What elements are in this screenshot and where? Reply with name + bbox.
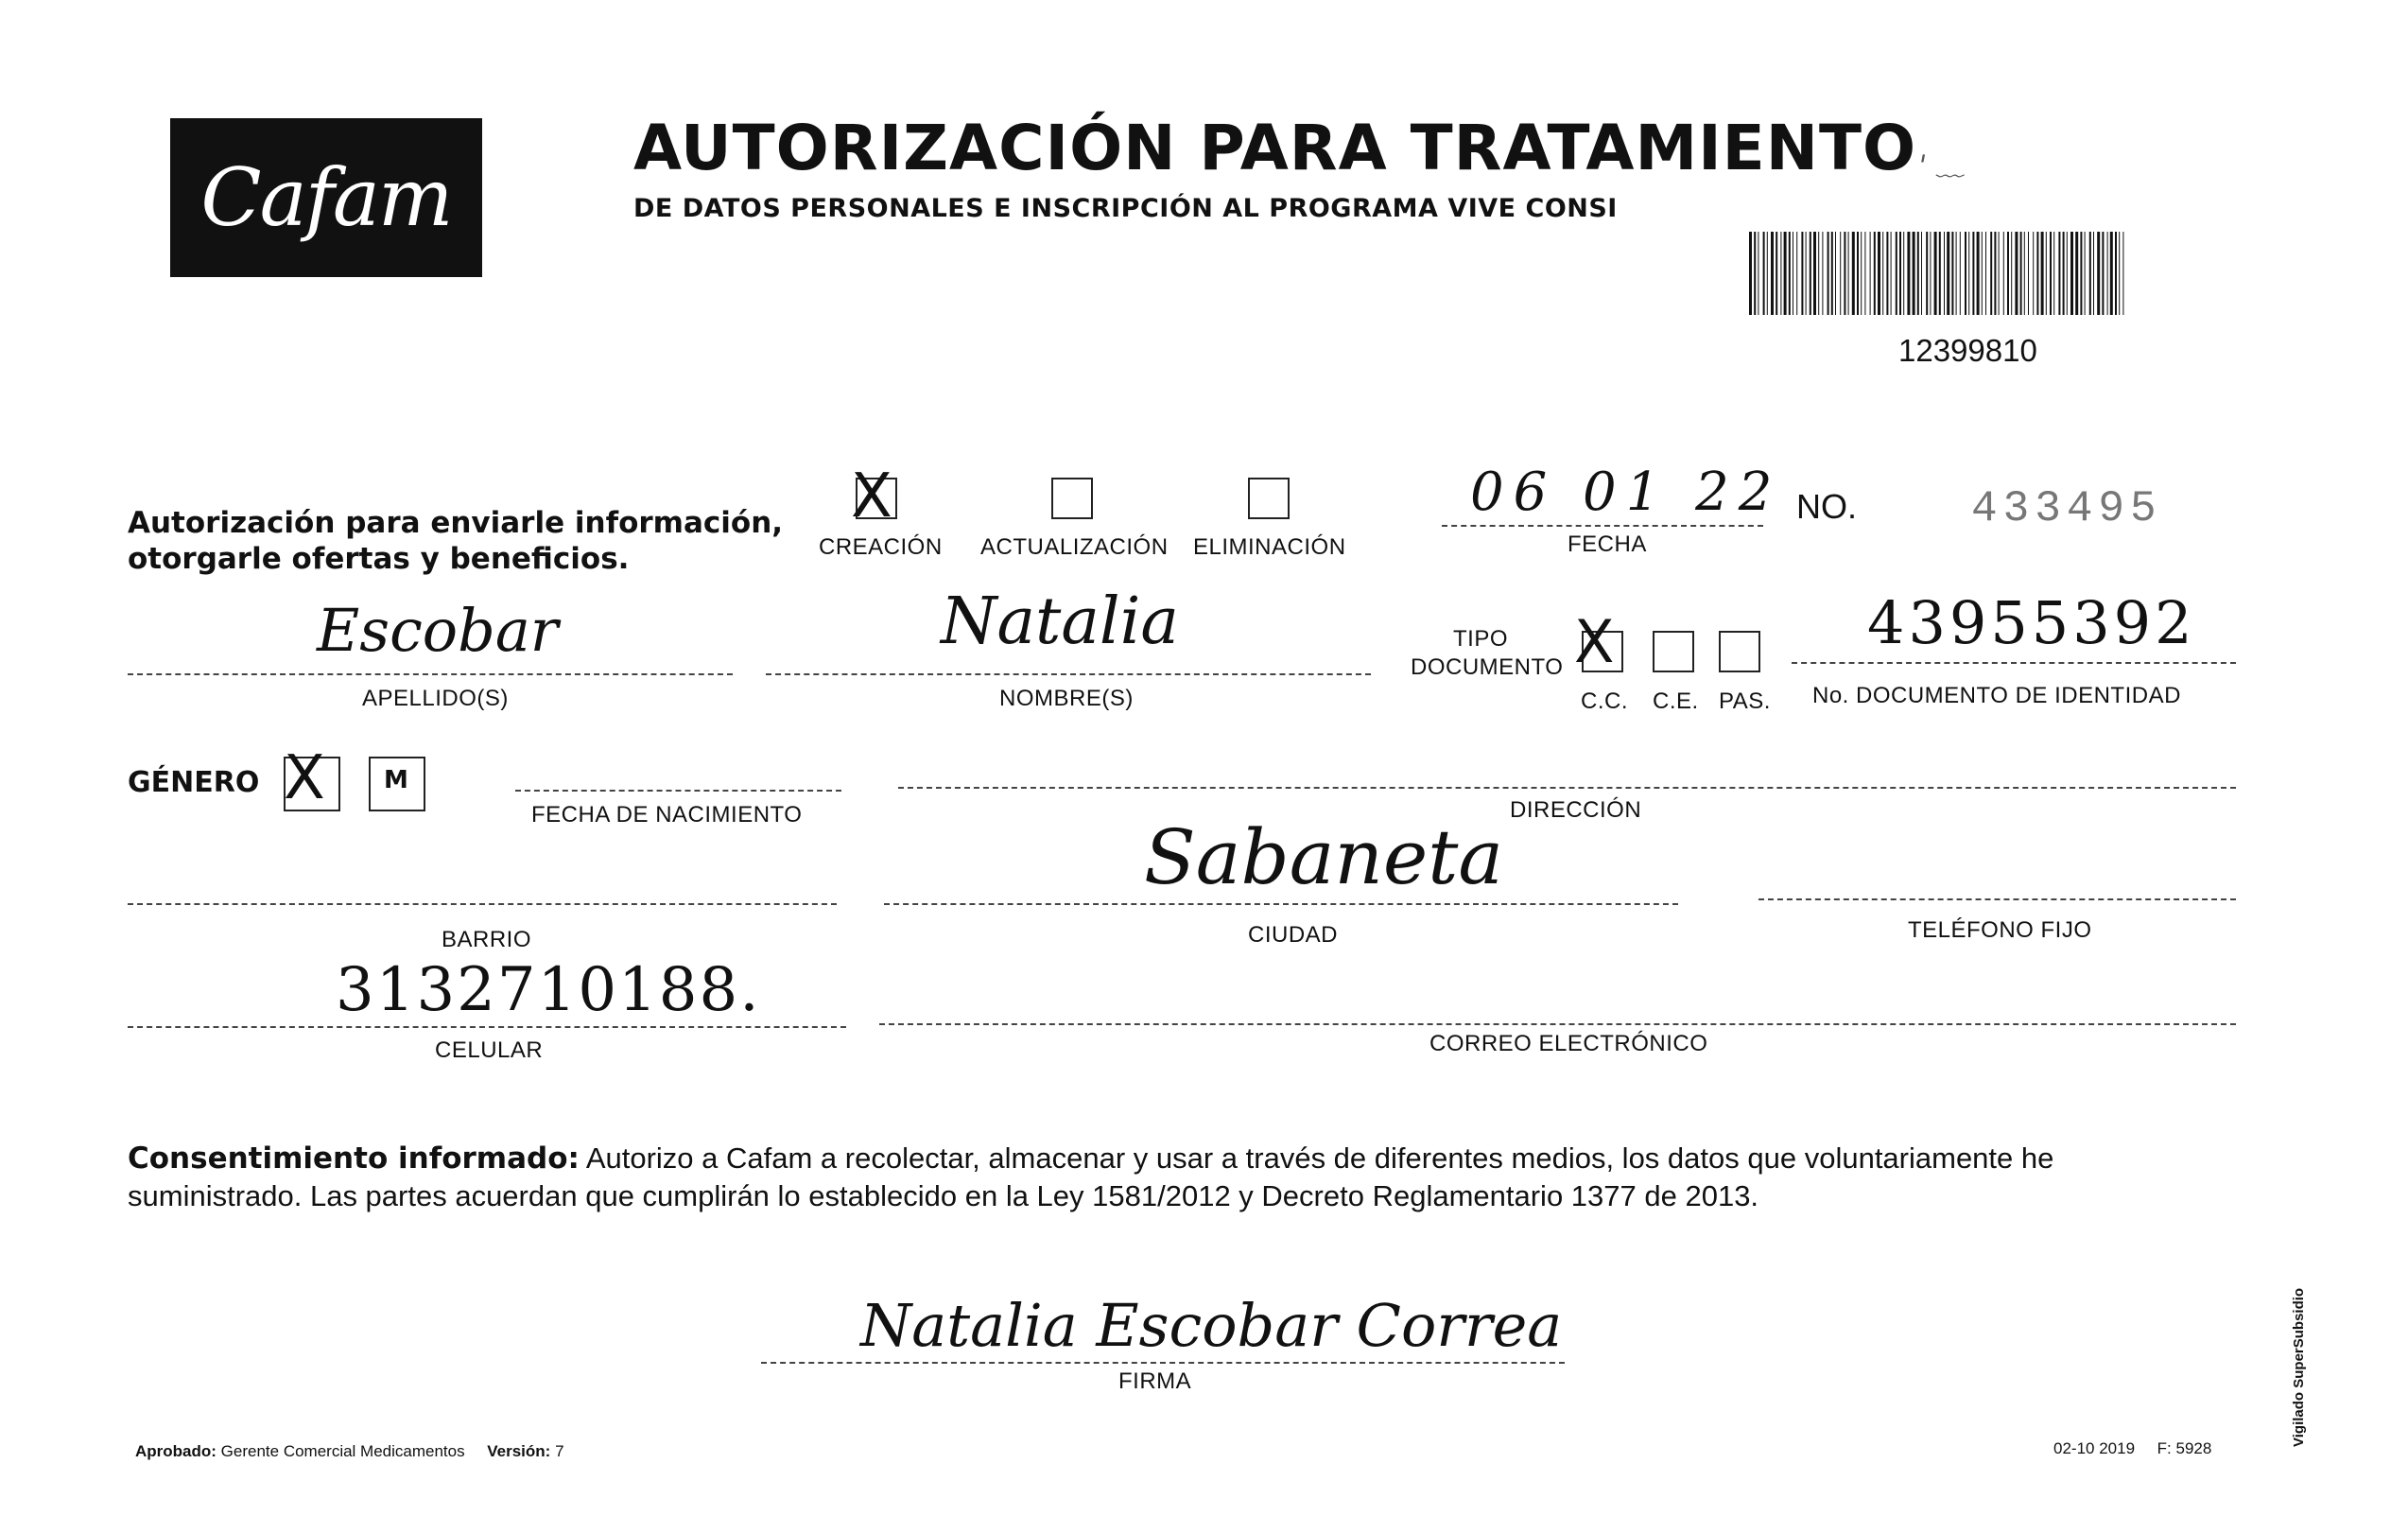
form-code: F: 5928 (2157, 1439, 2212, 1457)
fecha-line (1442, 525, 1763, 527)
barcode-bar (1763, 232, 1765, 315)
barcode-number: 12399810 (1898, 333, 2037, 368)
correo-line (879, 1023, 2236, 1025)
barcode-bar (1944, 232, 1945, 315)
fecha-nacimiento-line (515, 790, 841, 792)
no-value: 433495 (1971, 484, 2162, 533)
eliminacion-label: ELIMINACIÓN (1193, 534, 1346, 560)
direccion-line (898, 787, 2236, 789)
celular-label: CELULAR (435, 1037, 544, 1063)
apellido-line (128, 673, 733, 675)
consent-text: Autorizo a Cafam a recolectar, almacenar y usar a través de diferentes medios, los datos que voluntariamente he suministrado. Las partes acuerdan que cumplirán lo establecido en la Ley 1581/2012 y Decreto Reglamentario 1377 de 2013. (128, 1141, 2054, 1212)
barcode-bar (2070, 232, 2073, 315)
pas-label: PAS. (1719, 688, 1771, 714)
barcode-bar (2036, 232, 2038, 315)
barcode-bar (1835, 232, 1836, 315)
nombre-line (766, 673, 1371, 675)
cc-mark: X (1574, 607, 1615, 676)
barcode-bar (2003, 232, 2004, 315)
barcode-bar (2093, 232, 2094, 315)
aprobado-label: Aprobado: (135, 1442, 217, 1460)
barrio-line (128, 903, 837, 905)
signature-value[interactable]: Natalia Escobar Correa (860, 1291, 1563, 1360)
barcode-bar (2050, 232, 2052, 315)
barcode-bar (1903, 232, 1904, 315)
barcode-bar (1857, 232, 1859, 315)
apellido-label: APELLIDO(S) (362, 686, 509, 711)
nombre-value[interactable]: Natalia (941, 584, 1179, 659)
barcode-bar (1822, 232, 1823, 315)
ciudad-value[interactable]: Sabaneta (1144, 813, 1504, 901)
barcode-bar (2007, 232, 2009, 315)
stamp-mark: ꞌ ﹏ (1919, 149, 1965, 183)
barcode-bar (2115, 232, 2117, 315)
celular-line (128, 1026, 846, 1028)
pas-checkbox[interactable] (1719, 631, 1760, 672)
barcode-bar (2097, 232, 2100, 315)
barcode-bar (1780, 232, 1781, 315)
telefono-line (1758, 898, 2236, 900)
barrio-label: BARRIO (442, 927, 532, 952)
version-value: 7 (555, 1442, 564, 1460)
barcode-bar (1789, 232, 1791, 315)
barcode-bar (1828, 232, 1829, 315)
fecha-nacimiento-label: FECHA DE NACIMIENTO (531, 802, 803, 828)
consent-heading: Consentimiento informado: (128, 1141, 580, 1176)
barcode-bar (1907, 232, 1910, 315)
apellido-value[interactable]: Escobar (317, 596, 559, 665)
barcode-bar (2015, 232, 2018, 315)
celular-value[interactable]: 3132710188. (336, 955, 761, 1025)
barcode-bar (1960, 232, 1961, 315)
barcode-bar (1852, 232, 1855, 315)
barcode-bar (1870, 232, 1871, 315)
barcode-bar (1891, 232, 1892, 315)
barcode-bar (1999, 232, 2000, 315)
barcode-bar (2075, 232, 2078, 315)
date-code: 02-10 2019 (2053, 1439, 2136, 1457)
barcode-bar (1806, 232, 1807, 315)
barcode-bar (1861, 232, 1862, 315)
ciudad-label: CIUDAD (1248, 922, 1339, 948)
barcode-bar (1776, 232, 1777, 315)
barcode-bar (2033, 232, 2034, 315)
form-title: AUTORIZACIÓN PARA TRATAMIENTO (633, 112, 1917, 184)
cc-label: C.C. (1581, 688, 1628, 714)
barcode-bar (1831, 232, 1833, 315)
barcode-bar (1951, 232, 1953, 315)
barcode-bar (1985, 232, 1986, 315)
vigilado-text: Vigilado SuperSubsidio (2291, 1287, 2307, 1447)
no-documento-value[interactable]: 43955392 (1867, 588, 2196, 657)
telefono-label: TELÉFONO FIJO (1908, 917, 2092, 943)
barcode-bar (1968, 232, 1969, 315)
genero-label: GÉNERO (128, 766, 260, 799)
creacion-mark: X (851, 462, 892, 531)
nombre-label: NOMBRE(S) (999, 686, 1134, 711)
barcode-bar (1913, 232, 1915, 315)
barcode-bar (2028, 232, 2029, 315)
barcode-bar (1749, 232, 1752, 315)
barcode-bar (2058, 232, 2060, 315)
no-label: NO. (1796, 487, 1858, 526)
ce-checkbox[interactable] (1653, 631, 1694, 672)
barcode-bar (1934, 232, 1937, 315)
barcode (1749, 232, 2127, 315)
genero-f-mark: X (284, 743, 325, 813)
barcode-bar (2020, 232, 2022, 315)
authorization-intro-line1: Autorización para enviarle información, (128, 506, 784, 540)
footer-approval (135, 1442, 564, 1461)
barcode-bar (1926, 232, 1928, 315)
ciudad-line (884, 903, 1678, 905)
eliminacion-checkbox[interactable] (1248, 478, 1290, 519)
barcode-bar (2024, 232, 2025, 315)
barcode-bar (1994, 232, 1996, 315)
barcode-bar (1977, 232, 1980, 315)
barcode-bar (1848, 232, 1849, 315)
barcode-bar (1767, 232, 1768, 315)
tipo-documento-label-2: DOCUMENTO (1411, 654, 1564, 680)
fecha-label: FECHA (1568, 531, 1647, 557)
barcode-bar (1878, 232, 1880, 315)
barcode-bar (1972, 232, 1974, 315)
barcode-bar (1784, 232, 1787, 315)
barcode-bar (1990, 232, 1992, 315)
barcode-bar (2080, 232, 2082, 315)
barcode-bar (2122, 232, 2123, 315)
barcode-bar (1796, 232, 1797, 315)
barcode-bar (2053, 232, 2054, 315)
barcode-bar (1896, 232, 1897, 315)
barcode-bar (1840, 232, 1841, 315)
signature-label: FIRMA (1118, 1368, 1192, 1394)
logo-text: Cafam (200, 151, 452, 244)
tipo-documento-label-1: TIPO (1453, 626, 1509, 652)
barcode-bar (1947, 232, 1949, 315)
barcode-bar (1882, 232, 1883, 315)
barcode-bar (1771, 232, 1774, 315)
correo-label: CORREO ELECTRÓNICO (1429, 1031, 1708, 1056)
form-subtitle: DE DATOS PERSONALES E INSCRIPCIÓN AL PROGRAMA VIVE CONSI (633, 194, 1618, 223)
barcode-bar (1921, 232, 1922, 315)
barcode-bar (2119, 232, 2120, 315)
barcode-bar (2089, 232, 2091, 315)
barcode-bar (1956, 232, 1957, 315)
barcode-bar (1801, 232, 1803, 315)
barcode-bar (1874, 232, 1876, 315)
barcode-bar (1844, 232, 1845, 315)
barcode-bar (1939, 232, 1941, 315)
barcode-bar (1965, 232, 1966, 315)
barcode-bar (1899, 232, 1901, 315)
barcode-bar (2063, 232, 2065, 315)
barcode-bar (2041, 232, 2044, 315)
actualizacion-checkbox[interactable] (1051, 478, 1093, 519)
fecha-value[interactable]: 06 01 22 (1470, 462, 1782, 523)
version-label: Versión: (487, 1442, 551, 1460)
barcode-bar (1813, 232, 1816, 315)
actualizacion-label: ACTUALIZACIÓN (980, 534, 1169, 560)
signature-line (761, 1362, 1565, 1364)
barcode-bar (1886, 232, 1888, 315)
vigilado-label (2283, 1258, 2321, 1456)
barcode-bar (2067, 232, 2068, 315)
barcode-bar (2085, 232, 2086, 315)
cafam-logo (170, 118, 482, 277)
direccion-label: DIRECCIÓN (1510, 797, 1642, 823)
barcode-bar (2046, 232, 2047, 315)
barcode-bar (1754, 232, 1756, 315)
barcode-bar (2107, 232, 2108, 315)
barcode-bar (2102, 232, 2104, 315)
barcode-bar (1917, 232, 1919, 315)
no-documento-label: No. DOCUMENTO DE IDENTIDAD (1812, 683, 2181, 708)
creacion-label: CREACIÓN (819, 534, 943, 560)
ce-label: C.E. (1653, 688, 1699, 714)
barcode-bar (2011, 232, 2012, 315)
consent-paragraph (128, 1140, 2236, 1215)
aprobado-value: Gerente Comercial Medicamentos (220, 1442, 465, 1460)
barcode-bar (1982, 232, 1983, 315)
barcode-bar (1818, 232, 1819, 315)
genero-m-label: M (384, 766, 408, 794)
no-documento-line (1792, 662, 2236, 664)
authorization-intro-line2: otorgarle ofertas y beneficios. (128, 542, 630, 576)
barcode-bar (1810, 232, 1811, 315)
barcode-bar (1864, 232, 1865, 315)
barcode-bar (2110, 232, 2113, 315)
footer-codes (2053, 1439, 2211, 1458)
barcode-bar (1930, 232, 1931, 315)
